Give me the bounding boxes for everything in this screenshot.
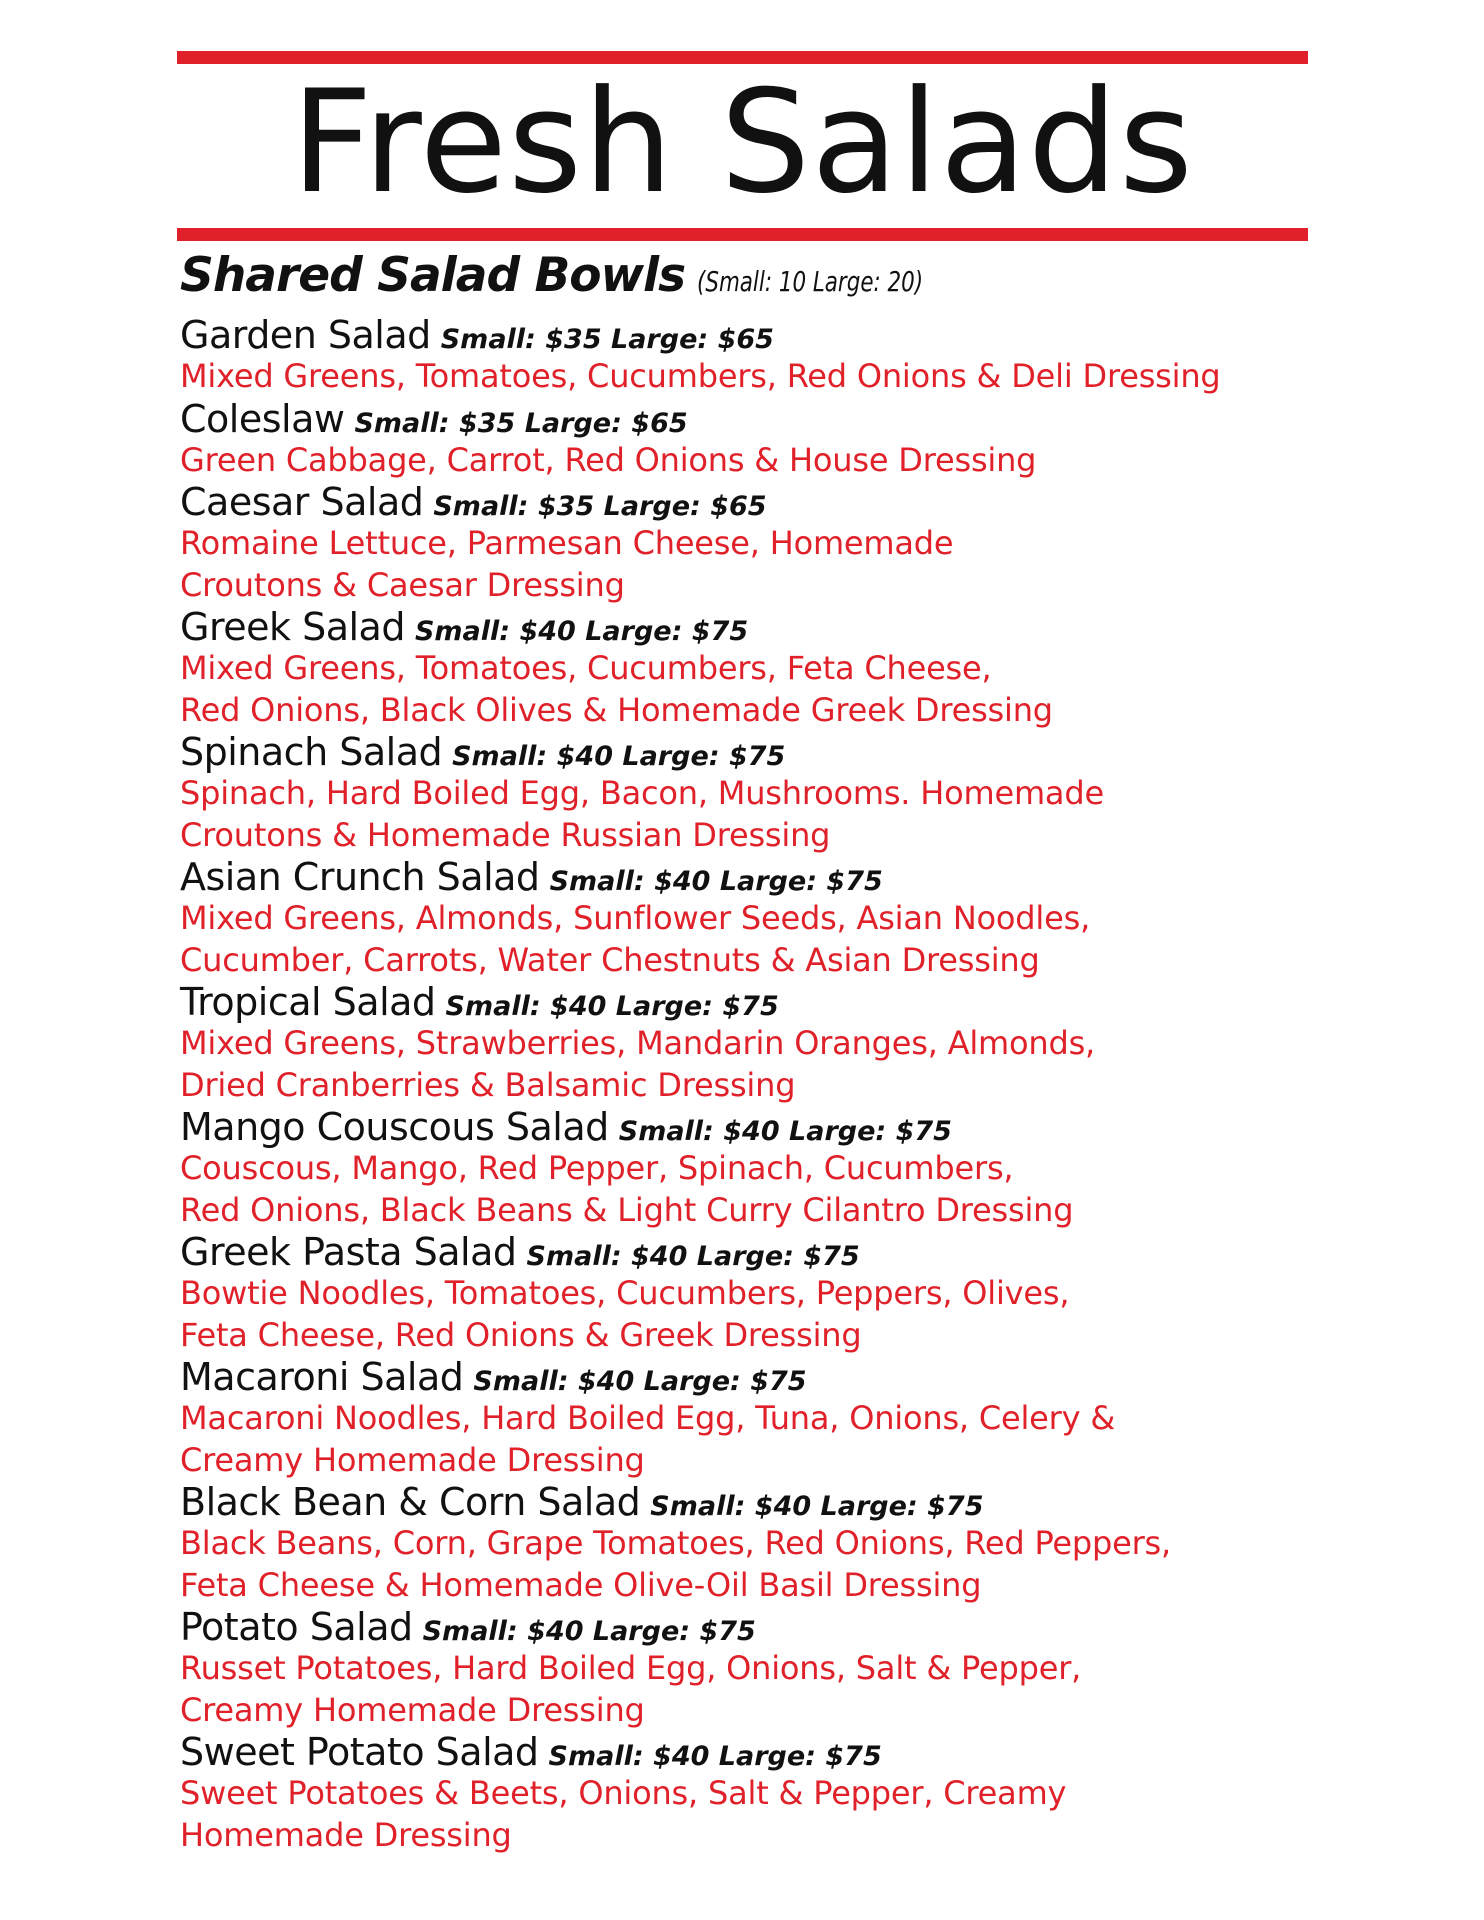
page-title: Fresh Salads <box>291 60 1194 225</box>
menu-item-price: Small: $35 Large: $65 <box>440 324 774 355</box>
menu-item-price: Small: $40 Large: $75 <box>548 1741 882 1772</box>
menu-item-name: Potato Salad <box>180 1605 413 1649</box>
menu-item-price: Small: $40 Large: $75 <box>650 1491 984 1522</box>
menu-item-name: Garden Salad <box>180 313 431 357</box>
menu-content <box>180 248 1300 1856</box>
menu-item-description: Croutons & Homemade Russian Dressing <box>180 815 831 854</box>
menu-item <box>180 981 1300 1106</box>
menu-item-header <box>180 981 1300 1023</box>
menu-item-price: Small: $40 Large: $75 <box>452 741 786 772</box>
menu-item-description: Bowtie Noodles, Tomatoes, Cucumbers, Peppers, Olives, <box>180 1274 1070 1312</box>
menu-item <box>180 481 1300 606</box>
menu-item-header <box>180 1731 1300 1773</box>
menu-item-description: Feta Cheese, Red Onions & Greek Dressing <box>180 1315 862 1354</box>
menu-item-name: Greek Pasta Salad <box>180 1230 517 1274</box>
menu-item-price: Small: $40 Large: $75 <box>549 866 883 897</box>
menu-item-description: Red Onions, Black Beans & Light Curry Cilantro Dressing <box>180 1190 1074 1229</box>
menu-item-description: Sweet Potatoes & Beets, Onions, Salt & Pepper, Creamy <box>180 1774 1067 1812</box>
bottom-red-rule <box>177 228 1308 241</box>
menu-item <box>180 1731 1300 1856</box>
menu-item-header <box>180 1106 1300 1148</box>
menu-item-name: Sweet Potato Salad <box>180 1730 539 1774</box>
section-serving-note: (Small: 10 Large: 20) <box>697 265 924 298</box>
menu-item-header <box>180 606 1300 648</box>
menu-item-price: Small: $40 Large: $75 <box>445 991 779 1022</box>
menu-item-description: Croutons & Caesar Dressing <box>180 565 625 604</box>
menu-item-price: Small: $40 Large: $75 <box>526 1241 860 1272</box>
section-heading <box>180 248 1300 314</box>
menu-item <box>180 856 1300 981</box>
menu-item-header <box>180 1231 1300 1273</box>
menu-item <box>180 606 1300 731</box>
menu-item <box>180 314 1300 398</box>
menu-item-description: Creamy Homemade Dressing <box>180 1690 645 1729</box>
menu-item-price: Small: $40 Large: $75 <box>422 1616 756 1647</box>
menu-item <box>180 1606 1300 1731</box>
menu-item <box>180 1481 1300 1606</box>
menu-item-header <box>180 314 1300 356</box>
menu-item-description: Mixed Greens, Tomatoes, Cucumbers, Feta Cheese, <box>180 649 992 687</box>
menu-item-header <box>180 731 1300 773</box>
menu-item-price: Small: $35 Large: $65 <box>354 407 688 439</box>
menu-item-description: Green Cabbage, Carrot, Red Onions & House Dressing <box>180 440 1037 479</box>
menu-item <box>180 731 1300 856</box>
menu-item-price: Small: $40 Large: $75 <box>473 1366 807 1397</box>
menu-item <box>180 1356 1300 1481</box>
menu-item-name: Mango Couscous Salad <box>180 1105 609 1149</box>
menu-item-name: Asian Crunch Salad <box>180 855 540 899</box>
menu-item-description: Black Beans, Corn, Grape Tomatoes, Red Onions, Red Peppers, <box>180 1524 1171 1562</box>
menu-item-description: Dried Cranberries & Balsamic Dressing <box>180 1065 796 1104</box>
menu-item-description: Russet Potatoes, Hard Boiled Egg, Onions, Salt & Pepper, <box>180 1649 1082 1687</box>
section-title: Shared Salad Bowls <box>180 248 686 303</box>
menu-item-description: Mixed Greens, Strawberries, Mandarin Oranges, Almonds, <box>180 1024 1096 1062</box>
menu-item-description: Homemade Dressing <box>180 1815 512 1854</box>
menu-item-description: Cucumber, Carrots, Water Chestnuts & Asian Dressing <box>180 940 1040 979</box>
menu-item-description: Mixed Greens, Almonds, Sunflower Seeds, Asian Noodles, <box>180 899 1091 937</box>
menu-item-description: Couscous, Mango, Red Pepper, Spinach, Cucumbers, <box>180 1149 1014 1187</box>
menu-item-name: Black Bean & Corn Salad <box>180 1480 641 1524</box>
menu-item-description: Creamy Homemade Dressing <box>180 1440 645 1479</box>
menu-item-header <box>180 481 1300 523</box>
menu-item-header <box>180 856 1300 898</box>
menu-item-name: Coleslaw <box>180 396 345 441</box>
menu-item-header <box>180 1481 1300 1523</box>
menu-item-header <box>180 398 1300 440</box>
menu-item <box>180 1231 1300 1356</box>
menu-item-price: Small: $35 Large: $65 <box>433 491 767 522</box>
menu-item-price: Small: $40 Large: $75 <box>618 1116 952 1147</box>
menu-item-name: Tropical Salad <box>180 980 436 1024</box>
menu-item-name: Caesar Salad <box>180 480 424 524</box>
menu-item-header <box>180 1606 1300 1648</box>
menu-item-header <box>180 1356 1300 1398</box>
menu-item-price: Small: $40 Large: $75 <box>414 616 749 647</box>
menu-item <box>180 398 1300 482</box>
menu-item-description: Macaroni Noodles, Hard Boiled Egg, Tuna, Onions, Celery & <box>180 1399 1116 1437</box>
menu-item-description: Mixed Greens, Tomatoes, Cucumbers, Red Onions & Deli Dressing <box>180 357 1221 395</box>
menu-item-description: Feta Cheese & Homemade Olive-Oil Basil Dressing <box>180 1565 982 1604</box>
menu-item-description: Romaine Lettuce, Parmesan Cheese, Homemade <box>180 524 954 562</box>
menu-item-description: Spinach, Hard Boiled Egg, Bacon, Mushrooms. Homemade <box>180 774 1104 812</box>
menu-item <box>180 1106 1300 1231</box>
menu-item-description: Red Onions, Black Olives & Homemade Greek Dressing <box>180 690 1053 729</box>
menu-item-name: Macaroni Salad <box>180 1355 464 1399</box>
menu-item-name: Greek Salad <box>180 605 405 649</box>
salad-list <box>180 314 1300 1856</box>
menu-item-name: Spinach Salad <box>180 730 443 774</box>
